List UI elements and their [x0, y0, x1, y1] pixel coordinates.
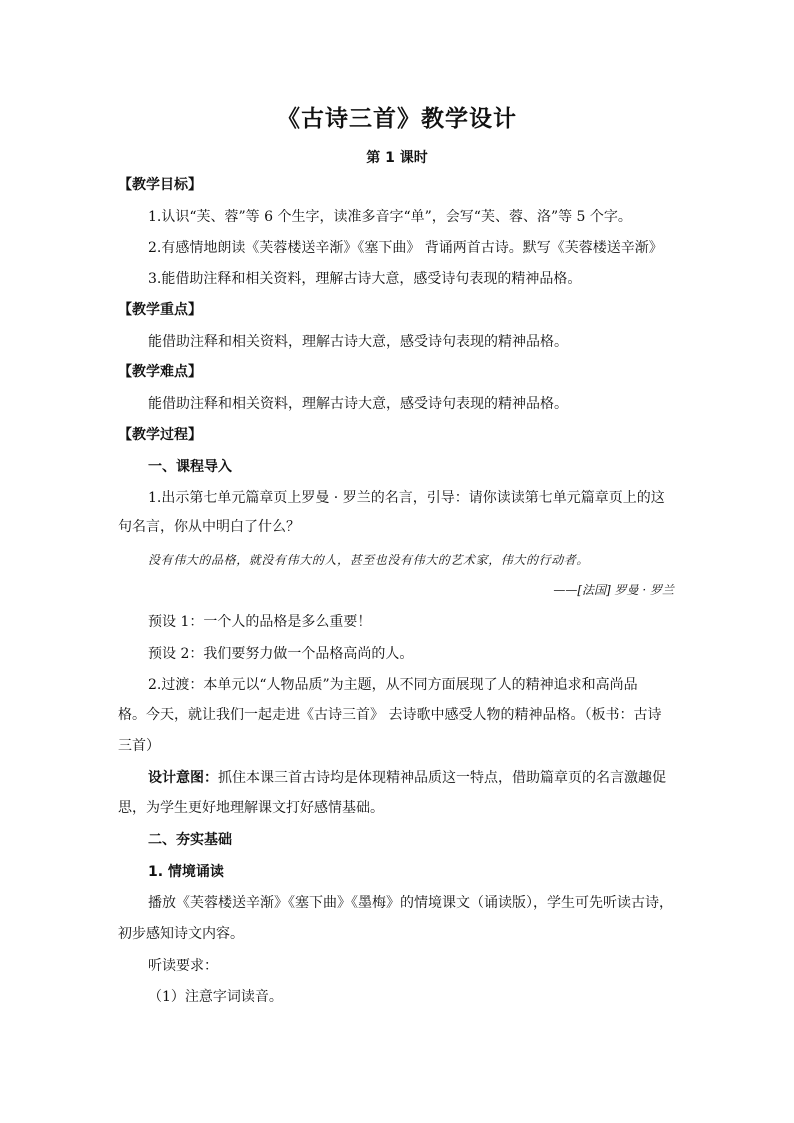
- difficulties-heading: 【教学难点】: [118, 364, 202, 380]
- objective-item-1: 1.认识“芙、蓉”等 6 个生字，读准多音字“单”，会写“芙、蓉、洛”等 5 个字。: [148, 209, 632, 225]
- part2-paragraph1-line2: 初步感知诗文内容。: [118, 926, 244, 942]
- design-intent-line1: [148, 768, 666, 788]
- part1-paragraph2-line2: 格。今天，就让我们一起走进《古诗三首》 去诗歌中感受人物的精神品格。（板书：古诗: [118, 707, 662, 723]
- part2-sub1-heading: 1. 情境诵读: [148, 864, 224, 880]
- objective-item-3: 3.能借助注释和相关资料，理解古诗大意，感受诗句表现的精神品格。: [148, 271, 582, 287]
- part1-paragraph2-line1: 2.过渡：本单元以“人物品质”为主题，从不同方面展现了人的精神追求和高尚品: [148, 677, 638, 693]
- listening-requirement-1: （1）注意字词读音。: [148, 989, 283, 1005]
- quote-text: 没有伟大的品格，就没有伟大的人，甚至也没有伟大的艺术家，伟大的行动者。: [148, 553, 590, 567]
- part2-paragraph1-line1: 播放《芙蓉楼送辛渐》《塞下曲》《墨梅》的情境课文（诵读版），学生可先听读古诗，: [148, 895, 673, 911]
- listening-requirements-label: 听读要求：: [148, 958, 218, 974]
- preset-1: 预设 1：一个人的品格是多么重要！: [148, 614, 372, 630]
- key-points-heading: 【教学重点】: [118, 302, 202, 318]
- part1-paragraph1-line1: 1.出示第七单元篇章页上罗曼 · 罗兰的名言，引导：请你读读第七单元篇章页上的这: [148, 490, 665, 506]
- design-intent-label: 设计意图：: [148, 770, 218, 786]
- part1-paragraph1-line2: 句名言，你从中明白了什么？: [118, 519, 300, 535]
- preset-2: 预设 2：我们要努力做一个品格高尚的人。: [148, 646, 414, 662]
- part1-heading: 一、课程导入: [148, 459, 232, 475]
- part2-heading: 二、夯实基础: [148, 832, 232, 848]
- difficulties-text: 能借助注释和相关资料，理解古诗大意，感受诗句表现的精神品格。: [148, 396, 568, 412]
- design-intent-text: 抓住本课三首古诗均是体现精神品质这一特点，借助篇章页的名言激趣促: [218, 770, 666, 786]
- quote-source: ——[法国] 罗曼 · 罗兰: [553, 583, 674, 597]
- document-title: 《古诗三首》教学设计: [277, 106, 517, 132]
- design-intent-line2: 思，为学生更好地理解课文打好感情基础。: [118, 800, 384, 816]
- part1-paragraph2-line3: 三首）: [118, 738, 160, 754]
- objectives-heading: 【教学目标】: [118, 177, 202, 193]
- key-points-text: 能借助注释和相关资料，理解古诗大意，感受诗句表现的精神品格。: [148, 334, 568, 350]
- objective-item-2: 2.有感情地朗读《芙蓉楼送辛渐》《塞下曲》 背诵两首古诗。默写《芙蓉楼送辛渐》: [148, 240, 663, 256]
- lesson-period: 第 1 课时: [366, 150, 428, 166]
- process-heading: 【教学过程】: [118, 427, 202, 443]
